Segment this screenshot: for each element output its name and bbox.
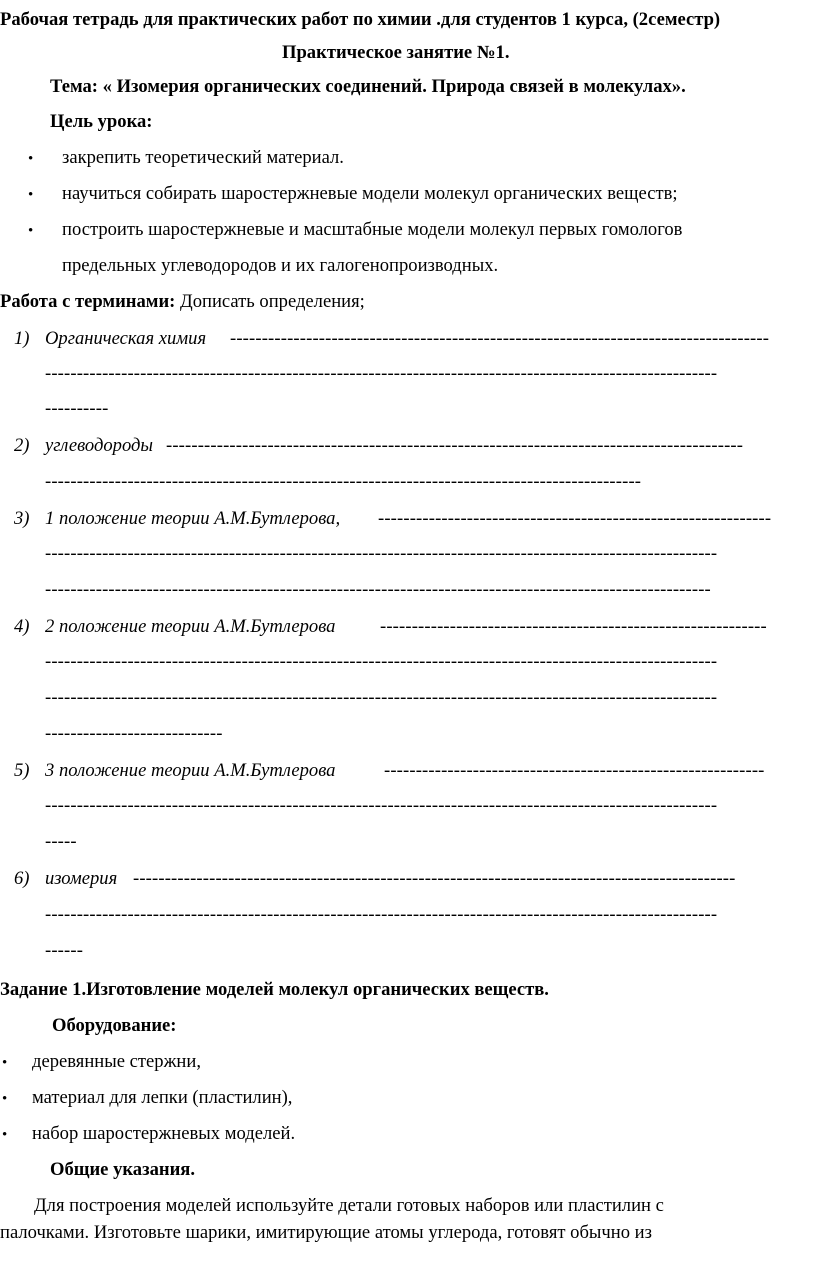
answer-line[interactable]: ------------------------------------------------------------------------------------------- xyxy=(166,437,744,456)
answer-line[interactable]: ---------------------------------------------------------------------------------------------------------- xyxy=(45,689,718,708)
bullet-icon: • xyxy=(2,1091,8,1107)
bullet-icon: • xyxy=(2,1055,8,1071)
goal-item-continuation: предельных углеводородов и их галогенопроизводных. xyxy=(62,255,499,276)
answer-line[interactable]: ---------------------------------------------------------------------------------------------------------- xyxy=(45,906,718,925)
answer-line[interactable]: ---------------------------------------------------------------------------------------------------------- xyxy=(45,545,718,564)
equipment-item: материал для лепки (пластилин), xyxy=(32,1087,293,1108)
answer-line[interactable]: ---------------------------- xyxy=(45,725,223,744)
term-label: изомерия xyxy=(45,868,118,889)
terms-heading: Работа с терминами: Дописать определения; xyxy=(0,291,365,312)
term-number: 3) xyxy=(14,508,30,529)
bullet-icon: • xyxy=(28,187,34,203)
answer-line[interactable]: ---------- xyxy=(45,400,109,419)
goal-item: построить шаростержневые и масштабные модели молекул первых гомологов xyxy=(62,219,683,240)
answer-line[interactable]: ---------------------------------------------------------------------------------------------------------- xyxy=(45,653,718,672)
term-label: 1 положение теории А.М.Бутлерова, xyxy=(45,508,341,529)
term-number: 5) xyxy=(14,760,30,781)
equipment-heading: Оборудование: xyxy=(52,1015,177,1036)
term-label: 2 положение теории А.М.Бутлерова xyxy=(45,616,336,637)
equipment-item: набор шаростержневых моделей. xyxy=(32,1123,296,1144)
bullet-icon: • xyxy=(2,1127,8,1143)
bullet-icon: • xyxy=(28,223,34,239)
answer-line[interactable]: ----- xyxy=(45,833,77,852)
answer-line[interactable]: ------------------------------------------------------------------------------------- xyxy=(230,330,770,349)
task1-heading: Задание 1.Изготовление моделей молекул органических веществ. xyxy=(0,979,549,1000)
answer-line[interactable]: ------ xyxy=(45,942,84,961)
term-label: углеводороды xyxy=(45,435,154,456)
answer-line[interactable]: ---------------------------------------------------------------------------------------------- xyxy=(45,473,642,492)
term-number: 4) xyxy=(14,616,30,637)
goal-item: научиться собирать шаростержневые модели молекул органических веществ; xyxy=(62,183,678,204)
answer-line[interactable]: ------------------------------------------------------------- xyxy=(380,618,767,637)
answer-line[interactable]: -------------------------------------------------------------- xyxy=(378,510,772,529)
goal-heading: Цель урока: xyxy=(50,111,153,132)
answer-line[interactable]: ----------------------------------------------------------------------------------------------- xyxy=(133,870,736,889)
term-number: 1) xyxy=(14,328,30,349)
term-label: Органическая химия xyxy=(45,328,207,349)
bullet-icon: • xyxy=(28,151,34,167)
goal-item: закрепить теоретический материал. xyxy=(62,147,344,168)
topic: Тема: « Изомерия органических соединений. Природа связей в молекулах». xyxy=(50,76,686,97)
instructions-heading: Общие указания. xyxy=(50,1159,196,1180)
document-title: Рабочая тетрадь для практических работ по химии .для студентов 1 курса, (2семестр) xyxy=(0,9,721,30)
term-number: 6) xyxy=(14,868,30,889)
answer-line[interactable]: ---------------------------------------------------------------------------------------------------------- xyxy=(45,797,718,816)
answer-line[interactable]: ------------------------------------------------------------ xyxy=(384,762,765,781)
equipment-item: деревянные стержни, xyxy=(32,1051,201,1072)
term-number: 2) xyxy=(14,435,30,456)
answer-line[interactable]: --------------------------------------------------------------------------------------------------------- xyxy=(45,581,711,600)
paragraph-line: Для построения моделей используйте детали готовых наборов или пластилин с xyxy=(34,1195,664,1216)
lesson-title: Практическое занятие №1. xyxy=(282,42,510,63)
paragraph-line: палочками. Изготовьте шарики, имитирующие атомы углерода, готовят обычно из xyxy=(0,1222,652,1243)
answer-line[interactable]: ---------------------------------------------------------------------------------------------------------- xyxy=(45,365,718,384)
term-label: 3 положение теории А.М.Бутлерова xyxy=(45,760,336,781)
